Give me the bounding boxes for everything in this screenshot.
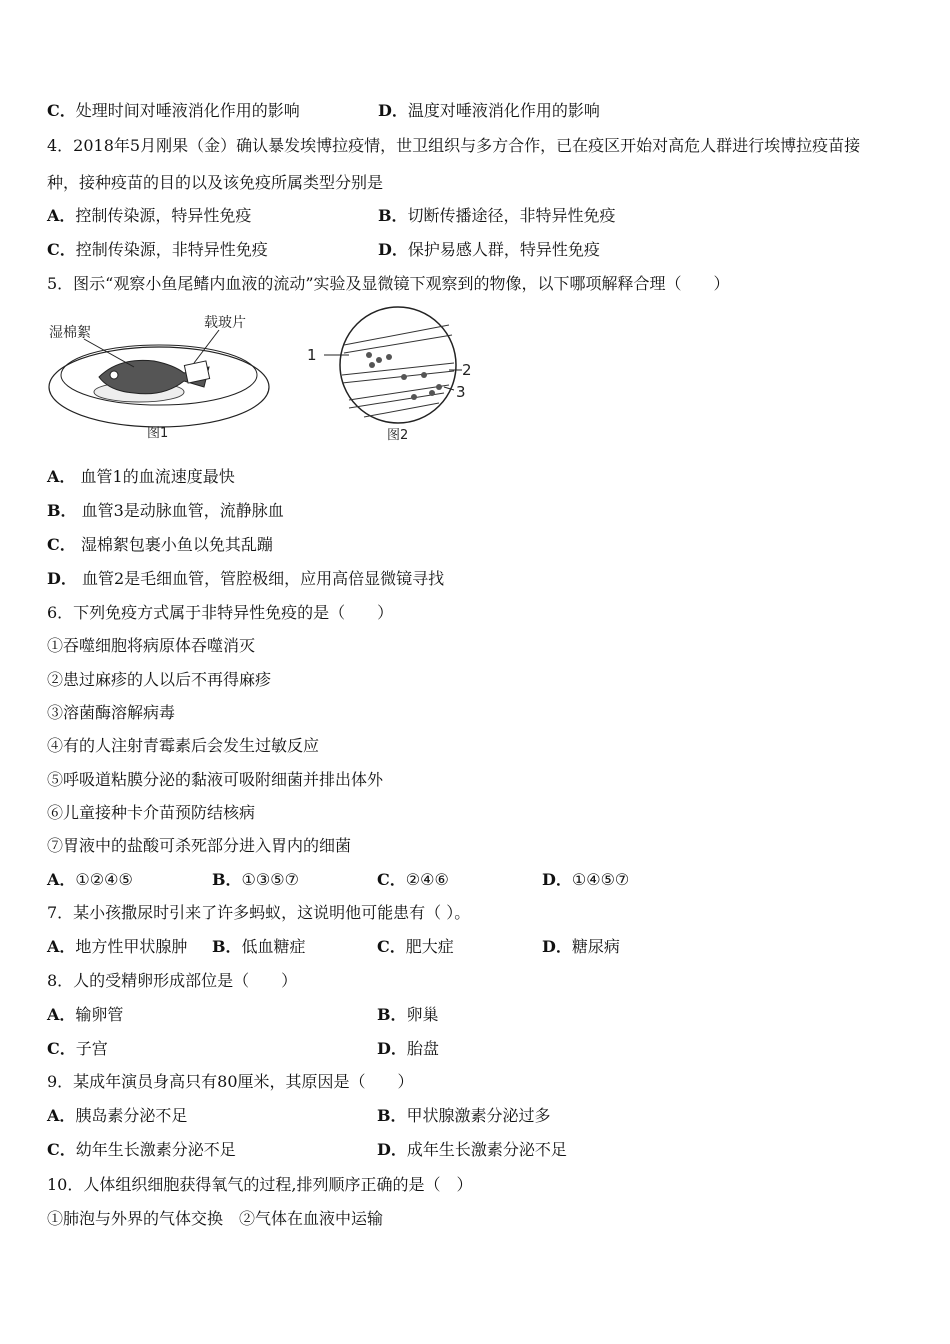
- q6-item: ①吞噬细胞将病原体吞噬消灭: [47, 636, 256, 655]
- label-vessel-1: 1: [307, 346, 317, 364]
- q6-option-c: [377, 870, 449, 890]
- figure1-fish-dish: [49, 314, 269, 441]
- option-text: 低血糖症: [241, 937, 306, 956]
- q10-items: ①肺泡与外界的气体交换 ②气体在血液中运输: [47, 1209, 384, 1228]
- option-text: 糖尿病: [571, 937, 620, 956]
- option-letter: A．: [47, 870, 76, 889]
- q6-item: ②患过麻疹的人以后不再得麻疹: [47, 670, 272, 689]
- q9-option-b: [377, 1106, 551, 1126]
- option-text: ①③⑤⑦: [241, 870, 299, 889]
- option-letter: D．: [377, 1140, 407, 1159]
- option-text: 处理时间对唾液消化作用的影响: [75, 101, 300, 120]
- option-text: ①④⑤⑦: [571, 870, 630, 889]
- q6-item: ④有的人注射青霉素后会发生过敏反应: [47, 736, 320, 755]
- option-letter: B．: [377, 1005, 407, 1024]
- q5-option-d: [47, 569, 444, 589]
- q9-option-c: [47, 1140, 236, 1160]
- q7-option-d: [542, 937, 620, 957]
- q10-stem: 10．人体组织细胞获得氧气的过程,排列顺序正确的是（ ）: [47, 1175, 473, 1194]
- q9-stem: 9．某成年演员身高只有80厘米，其原因是（ ）: [47, 1072, 414, 1091]
- q4-stem-line2: 种，接种疫苗的目的以及该免疫所属类型分别是: [47, 173, 384, 192]
- q3-option-c: [47, 101, 300, 121]
- option-text: 胎盘: [406, 1039, 439, 1058]
- option-letter: B．: [212, 870, 242, 889]
- q5-option-c: [47, 535, 273, 555]
- option-letter: D．: [542, 937, 572, 956]
- q6-item: ⑤呼吸道粘膜分泌的黏液可吸附细菌并排出体外: [47, 770, 384, 789]
- figure2-caption: 图2: [387, 428, 409, 443]
- option-letter: D．: [377, 1039, 407, 1058]
- option-letter: A．: [47, 467, 76, 486]
- q5-figures: [44, 305, 484, 450]
- q7-stem: 7．某小孩撒尿时引来了许多蚂蚁，这说明他可能患有（ ）。: [47, 903, 471, 922]
- q5-stem: 5．图示“观察小鱼尾鳍内血液的流动”实验及显微镜下观察到的物像，以下哪项解释合理（ ）: [47, 274, 730, 293]
- label-vessel-2: 2: [462, 361, 472, 379]
- q5-option-a: [47, 467, 235, 487]
- q6-option-b: [212, 870, 299, 890]
- option-text: 湿棉絮包裹小鱼以免其乱蹦: [80, 535, 273, 554]
- option-text: 保护易感人群，特异性免疫: [407, 240, 600, 259]
- q5-option-b: [47, 501, 284, 521]
- option-text: 温度对唾液消化作用的影响: [407, 101, 600, 120]
- option-text: 子宫: [75, 1039, 108, 1058]
- option-letter: C．: [47, 101, 76, 120]
- option-letter: C．: [47, 535, 76, 554]
- q9-option-d: [377, 1140, 567, 1160]
- option-text: 卵巢: [406, 1005, 439, 1024]
- option-letter: A．: [47, 937, 76, 956]
- option-text: 幼年生长激素分泌不足: [75, 1140, 236, 1159]
- option-letter: C．: [377, 937, 406, 956]
- q6-stem: 6．下列免疫方式属于非特异性免疫的是（ ）: [47, 603, 394, 622]
- q4-option-d: [378, 240, 600, 260]
- q6-item: ③溶菌酶溶解病毒: [47, 703, 176, 722]
- q7-option-c: [377, 937, 454, 957]
- q4-option-c: [47, 240, 268, 260]
- label-glass-slide: 载玻片: [204, 315, 246, 331]
- option-text: 甲状腺激素分泌过多: [406, 1106, 551, 1125]
- option-letter: B．: [378, 206, 408, 225]
- option-letter: A．: [47, 1106, 76, 1125]
- label-wet-cotton: 湿棉絮: [49, 325, 91, 341]
- option-letter: D．: [47, 569, 77, 588]
- option-letter: B．: [377, 1106, 407, 1125]
- option-letter: D．: [378, 101, 408, 120]
- q6-option-a: [47, 870, 133, 890]
- option-text: 血管3是动脉血管，流静脉血: [81, 501, 284, 520]
- figure1-caption: 图1: [147, 426, 169, 441]
- option-text: 胰岛素分泌不足: [75, 1106, 188, 1125]
- q8-option-d: [377, 1039, 439, 1059]
- option-text: 成年生长激素分泌不足: [406, 1140, 567, 1159]
- option-letter: C．: [377, 870, 406, 889]
- option-letter: A．: [47, 206, 76, 225]
- q9-option-a: [47, 1106, 187, 1126]
- option-text: ②④⑥: [405, 870, 449, 889]
- option-letter: D．: [378, 240, 408, 259]
- option-text: 血管2是毛细血管，管腔极细，应用高倍显微镜寻找: [81, 569, 445, 588]
- figure2-microscope-view: [307, 307, 472, 443]
- option-letter: A．: [47, 1005, 76, 1024]
- option-text: 控制传染源，特异性免疫: [75, 206, 252, 225]
- option-text: 输卵管: [75, 1005, 124, 1024]
- option-text: 肥大症: [405, 937, 454, 956]
- option-letter: B．: [212, 937, 242, 956]
- q4-option-a: [47, 206, 251, 226]
- q6-option-d: [542, 870, 629, 890]
- q6-item: ⑥儿童接种卡介苗预防结核病: [47, 803, 256, 822]
- option-text: 切断传播途径，非特异性免疫: [407, 206, 616, 225]
- option-text: 血管1的血流速度最快: [80, 467, 235, 486]
- option-text: ①②④⑤: [75, 870, 133, 889]
- q3-option-d: [378, 101, 600, 121]
- option-letter: D．: [542, 870, 572, 889]
- q8-option-a: [47, 1005, 123, 1025]
- option-letter: B．: [47, 501, 77, 520]
- q8-stem: 8．人的受精卵形成部位是（ ）: [47, 971, 298, 990]
- option-letter: C．: [47, 240, 76, 259]
- option-letter: C．: [47, 1039, 76, 1058]
- option-letter: C．: [47, 1140, 76, 1159]
- q8-option-b: [377, 1005, 439, 1025]
- q7-option-a: [47, 937, 187, 957]
- q4-option-b: [378, 206, 616, 226]
- q7-option-b: [212, 937, 306, 957]
- q4-stem-line1: 4．2018年5月刚果（金）确认暴发埃博拉疫情，世卫组织与多方合作，已在疫区开始对高危人群进行埃博拉疫苗接: [47, 136, 861, 155]
- q6-item: ⑦胃液中的盐酸可杀死部分进入胃内的细菌: [47, 836, 352, 855]
- option-text: 地方性甲状腺肿: [75, 937, 188, 956]
- option-text: 控制传染源，非特异性免疫: [75, 240, 268, 259]
- q8-option-c: [47, 1039, 108, 1059]
- label-vessel-3: 3: [456, 383, 466, 401]
